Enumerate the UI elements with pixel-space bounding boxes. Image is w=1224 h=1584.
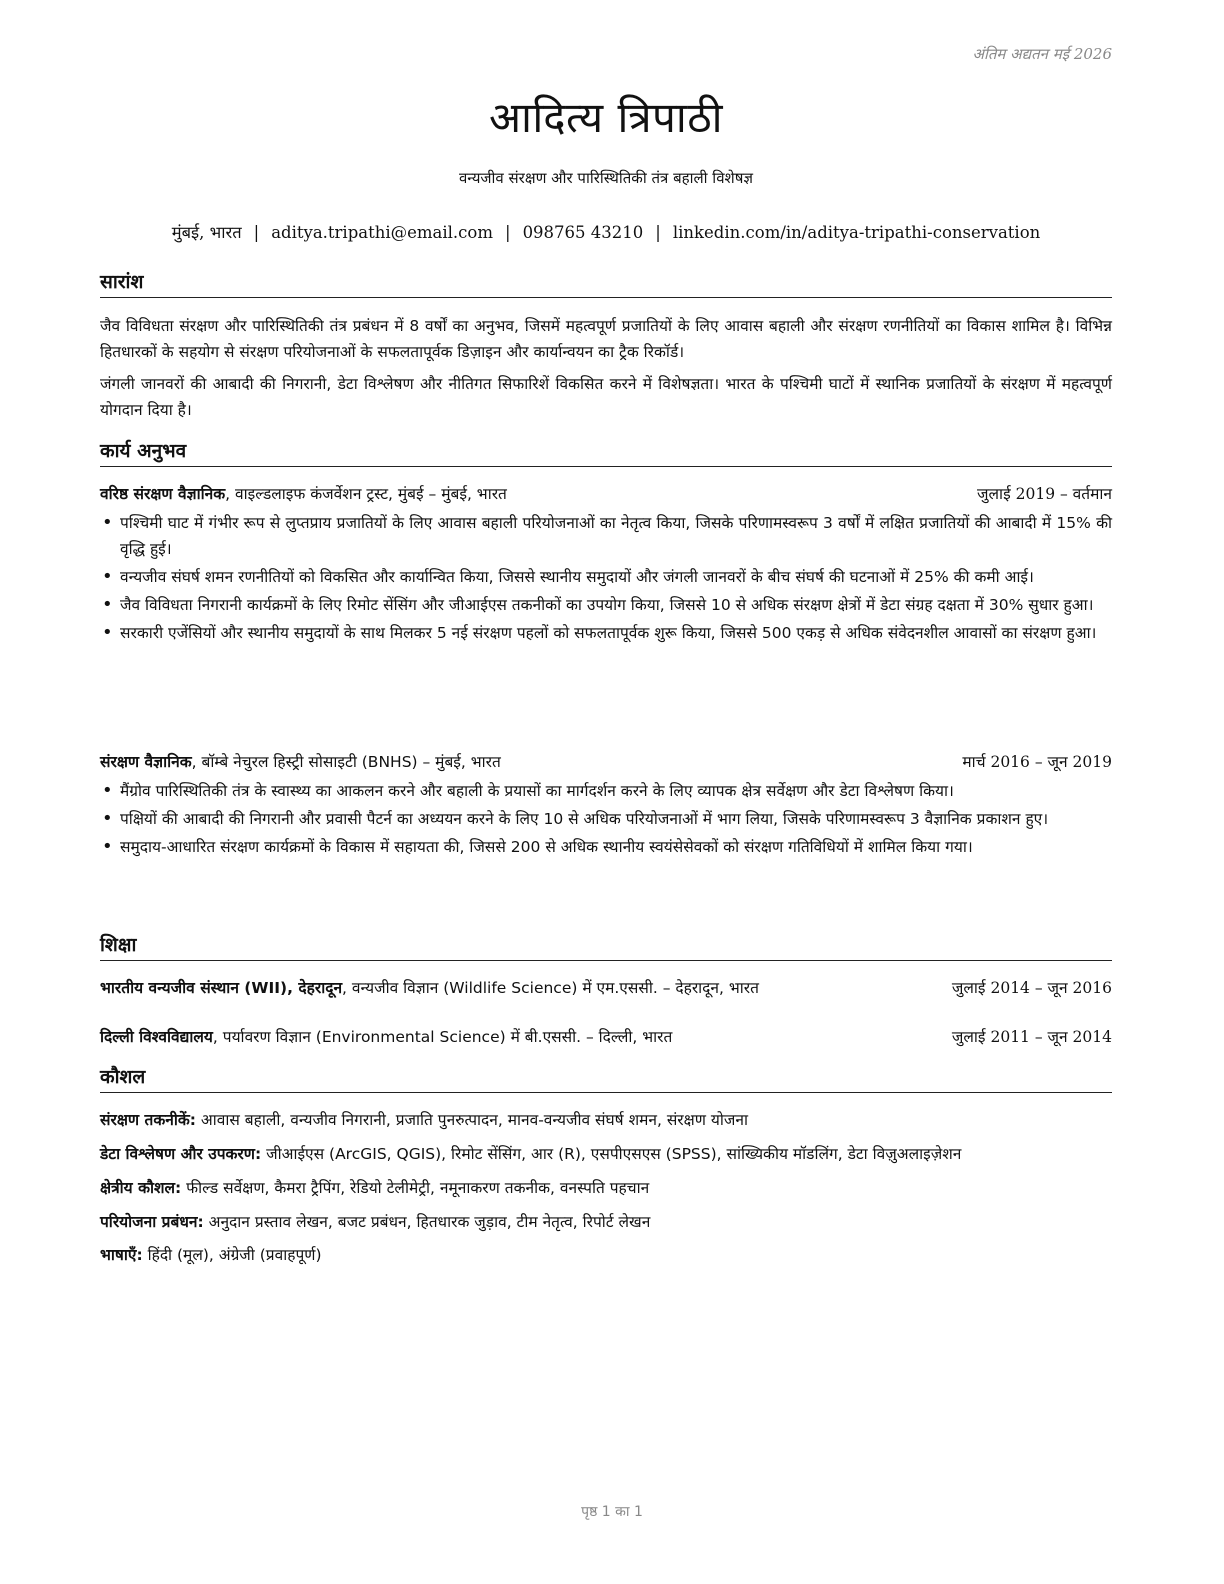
education-detail: , वन्यजीव विज्ञान (Wildlife Science) में एम.एससी. – देहरादून, भारत [342,979,759,997]
education-institution: दिल्ली विश्वविद्यालय [100,1028,213,1046]
candidate-name: आदित्य त्रिपाठी [488,93,724,142]
skill-value: जीआईएस (ArcGIS, QGIS), रिमोट सेंसिंग, आर (R), एसपीएसएस (SPSS), सांख्यिकीय मॉडलिंग, डेटा विज़ुअलाइज़ेशन [261,1145,962,1163]
job-role: वरिष्ठ संरक्षण वैज्ञानिक [100,485,226,503]
skill-line [100,1210,1112,1234]
skill-label: डेटा विश्लेषण और उपकरण: [100,1145,262,1163]
skill-value: अनुदान प्रस्ताव लेखन, बजट प्रबंधन, हितधारक जुड़ाव, टीम नेतृत्व, रिपोर्ट लेखन [203,1213,651,1231]
job-org: , वाइल्डलाइफ कंजर्वेशन ट्रस्ट, मुंबई – मुंबई, भारत [225,485,507,503]
last-updated: अंतिम अद्यतन मई 2026 [972,45,1112,63]
contact-phone[interactable]: 098765 43210 [522,223,644,242]
list-item: • समुदाय-आधारित संरक्षण कार्यक्रमों के विकास में सहायता की, जिससे 200 से अधिक स्थानीय स्वयंसेसेवकों को संरक्षण गतिविधियों में शामिल किया गया। [100,834,1112,860]
section-title-education: शिक्षा [100,933,1112,961]
contact-separator: | [655,223,661,242]
list-item: • सरकारी एजेंसियों और स्थानीय समुदायों के साथ मिलकर 5 नई संरक्षण पहलों को सफलतापूर्वक शुरू किया, जिससे 500 एकड़ से अधिक संवेदनशील आवासों का संरक्षण हुआ। [100,620,1112,646]
education-dates: जुलाई 2014 – जून 2016 [951,979,1112,997]
skill-label: क्षेत्रीय कौशल: [100,1179,182,1197]
list-item: • जैव विविधता निगरानी कार्यक्रमों के लिए रिमोट सेंसिंग और जीआईएस तकनीकों का उपयोग किया, जिससे 10 से अधिक संरक्षण क्षेत्रों में डेटा संग्रह दक्षता में 30% सुधार हुआ। [100,592,1112,618]
education-detail: , पर्यावरण विज्ञान (Environmental Science) में बी.एससी. – दिल्ली, भारत [212,1028,673,1046]
summary-paragraph: जैव विविधता संरक्षण और पारिस्थितिकी तंत्र प्रबंधन में 8 वर्षों का अनुभव, जिसमें महत्वपूर्ण प्रजातियों के लिए आवास बहाली और संरक्षण रणनीतियों का विकास शामिल है। विभिन्न हितधारकों के सहयोग से संरक्षण परियोजनाओं के सफलतापूर्वक डिज़ाइन और कार्यान्वयन का ट्रैक रिकॉर्ड। [100,317,1112,361]
skill-line [100,1176,1112,1200]
contact-separator: | [505,223,511,242]
job-dates: जुलाई 2019 – वर्तमान [977,485,1112,503]
skill-label: संरक्षण तकनीकें: [100,1111,196,1129]
skill-line [100,1108,1112,1132]
contact-location: मुंबई, भारत [171,223,242,242]
education-institution: भारतीय वन्यजीव संस्थान (WII), देहरादून [100,979,343,997]
contact-line [100,220,1112,243]
job-role: संरक्षण वैज्ञानिक [100,753,192,771]
tagline: वन्यजीव संरक्षण और पारिस्थितिकी तंत्र बहाली विशेषज्ञ [458,169,754,187]
job-header [100,482,1112,506]
list-item: • वन्यजीव संघर्ष शमन रणनीतियों को विकसित और कार्यान्वित किया, जिससे स्थानीय समुदायों और जंगली जानवरों के बीच संघर्ष की घटनाओं में 25% की कमी आई। [100,564,1112,590]
education-item [100,976,1112,1000]
section-title-experience: कार्य अनुभव [100,439,1112,467]
contact-separator: | [253,223,260,242]
section-title-summary: सारांश [100,270,1112,298]
skill-value: हिंदी (मूल), अंग्रेजी (प्रवाहपूर्ण) [142,1246,322,1264]
education-dates: जुलाई 2011 – जून 2014 [951,1028,1112,1046]
section-title-skills: कौशल [100,1065,1112,1093]
summary-paragraph: जंगली जानवरों की आबादी की निगरानी, डेटा विश्लेषण और नीतिगत सिफारिशें विकसित करने में विशेषज्ञता। भारत के पश्चिमी घाटों में स्थानिक प्रजातियों के संरक्षण में महत्वपूर्ण योगदान दिया है। [100,375,1112,419]
list-item: • मैंग्रोव पारिस्थितिकी तंत्र के स्वास्थ्य का आकलन करने और बहाली के प्रयासों का मार्गदर्शन करने के लिए व्यापक क्षेत्र सर्वेक्षण और डेटा विश्लेषण किया। [100,778,1112,804]
skill-label: भाषाएँ: [100,1246,143,1264]
education-item [100,1025,1112,1049]
job-header [100,750,1112,774]
skill-value: फील्ड सर्वेक्षण, कैमरा ट्रैपिंग, रेडियो टेलीमेट्री, नमूनाकरण तकनीक, वनस्पति पहचान [181,1179,650,1197]
skill-line [100,1142,1112,1166]
skill-line [100,1243,1112,1267]
job-bullets [100,510,1112,648]
job-bullets [100,778,1112,862]
skill-label: परियोजना प्रबंधन: [100,1213,204,1231]
skill-value: आवास बहाली, वन्यजीव निगरानी, प्रजाति पुनरुत्पादन, मानव-वन्यजीव संघर्ष शमन, संरक्षण योजना [196,1111,749,1129]
contact-email[interactable]: aditya.tripathi@email.com [271,223,493,242]
job-dates: मार्च 2016 – जून 2019 [962,753,1112,771]
page-number: पृष्ठ 1 का 1 [581,1504,643,1520]
job-org: , बॉम्बे नेचुरल हिस्ट्री सोसाइटी (BNHS) – मुंबई, भारत [191,753,501,771]
list-item: • पश्चिमी घाट में गंभीर रूप से लुप्तप्राय प्रजातियों के लिए आवास बहाली परियोजनाओं का नेतृत्व किया, जिसके परिणामस्वरूप 3 वर्षों में लक्षित प्रजातियों की आबादी में 15% की वृद्धि हुई। [100,510,1112,562]
contact-linkedin[interactable]: linkedin.com/in/aditya-tripathi-conservation [672,223,1041,242]
list-item: • पक्षियों की आबादी की निगरानी और प्रवासी पैटर्न का अध्ययन करने के लिए 10 से अधिक परियोजनाओं में भाग लिया, जिसके परिणामस्वरूप 3 वैज्ञानिक प्रकाशन हुए। [100,806,1112,832]
resume-page [100,0,1112,1584]
